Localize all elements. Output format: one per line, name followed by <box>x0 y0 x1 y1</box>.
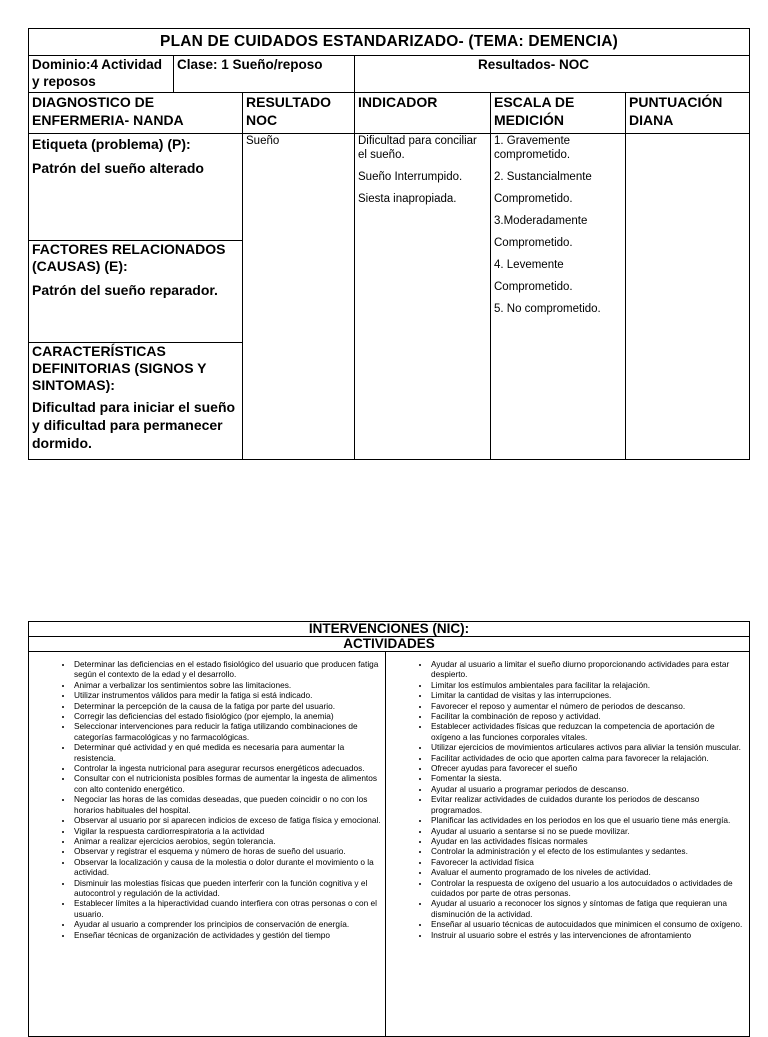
activity-item: • Utilizar ejercicios de movimientos articulares activos para aliviar la tensión muscular. <box>430 742 745 752</box>
activity-item: • Enseñar al usuario técnicas de autocuidados que minimicen el consumo de oxígeno. <box>430 919 745 929</box>
activity-item: • Instruir al usuario sobre el estrés y las intervenciones de afrontamiento <box>430 930 745 940</box>
diagnostico-header: DIAGNOSTICO DE ENFERMERIA- NANDA <box>29 93 243 134</box>
nic-table <box>28 621 750 1037</box>
activity-item: • Controlar la respuesta de oxígeno del usuario a los autocuidados o actividades de cuidados por parte de otras personas. <box>430 878 745 899</box>
activity-item: • Establecer límites a la hiperactividad cuando interfiera con otras personas o con el usuario. <box>73 898 381 919</box>
diagnostico-cell <box>29 134 243 460</box>
activity-item: • Limitar los estímulos ambientales para facilitar la relajación. <box>430 680 745 690</box>
etiqueta-label: Etiqueta (problema) (P): <box>32 136 191 152</box>
activity-item: • Facilitar la combinación de reposo y actividad. <box>430 711 745 721</box>
nic-subtitle: ACTIVIDADES <box>29 637 750 652</box>
escala-item: Comprometido. <box>494 193 573 205</box>
activity-item: • Consultar con el nutricionista posibles formas de aumentar la ingesta de alimentos con alto contenido energético. <box>73 773 381 794</box>
activity-item: • Ayudar en las actividades físicas normales <box>430 836 745 846</box>
activity-item: • Favorecer el reposo y aumentar el número de periodos de descanso. <box>430 701 745 711</box>
indicador-item: Dificultad para conciliar el sueño. <box>358 135 477 161</box>
activity-item: • Enseñar técnicas de organización de actividades y gestión del tiempo <box>73 930 381 940</box>
activity-item: • Animar a verbalizar los sentimientos sobre las limitaciones. <box>73 680 381 690</box>
activity-item: • Ayudar al usuario a reconocer los signos y síntomas de fatiga que requieran una disminución de la actividad. <box>430 898 745 919</box>
factores-block <box>29 241 242 343</box>
factores-label: FACTORES RELACIONADOS (CAUSAS) (E): <box>32 241 226 274</box>
activity-item: • Corregir las deficiencias del estado fisiológico (por ejemplo, la anemia) <box>73 711 381 721</box>
activity-item: • Avaluar el aumento programado de los niveles de actividad. <box>430 867 745 877</box>
activity-item: • Ayudar al usuario a programar periodos de descanso. <box>430 784 745 794</box>
indicador-item: Siesta inapropiada. <box>358 193 457 205</box>
activity-item: • Observar la localización y causa de la molestia o dolor durante el movimiento o la actividad. <box>73 857 381 878</box>
activity-item: • Negociar las horas de las comidas deseadas, que pueden coincidir o no con los horarios habituales del hospital. <box>73 794 381 815</box>
resultado-header: RESULTADO NOC <box>243 93 355 134</box>
activity-item: • Disminuir las molestias físicas que pueden interferir con la función cognitiva y el autocontrol y regulación de la actividad. <box>73 878 381 899</box>
escala-item: Comprometido. <box>494 237 573 249</box>
activities-right-list <box>390 659 745 940</box>
escala-item: 1. Gravemente comprometido. <box>494 135 571 161</box>
caracteristicas-block <box>29 343 242 459</box>
puntuacion-header: PUNTUACIÓN DIANA <box>626 93 750 134</box>
nic-title: INTERVENCIONES (NIC): <box>29 622 750 637</box>
escala-item: 4. Levemente <box>494 259 564 271</box>
plan-title: PLAN DE CUIDADOS ESTANDARIZADO- (TEMA: DEMENCIA) <box>29 29 750 56</box>
care-plan-table <box>28 28 750 460</box>
factores-value: Patrón del sueño reparador. <box>32 282 218 298</box>
indicador-cell <box>355 134 491 460</box>
activity-item: • Limitar la cantidad de visitas y las interrupciones. <box>430 690 745 700</box>
activity-item: • Determinar la percepción de la causa de la fatiga por parte del usuario. <box>73 701 381 711</box>
activity-item: • Determinar las deficiencias en el estado fisiológico del usuario que producen fatiga según el contexto de la edad y el desarrollo. <box>73 659 381 680</box>
escala-header: ESCALA DE MEDICIÓN <box>491 93 626 134</box>
activity-item: • Ayudar al usuario a comprender los principios de conservación de energía. <box>73 919 381 929</box>
etiqueta-value: Patrón del sueño alterado <box>32 160 204 176</box>
activities-left-list <box>33 659 381 940</box>
resultado-noc-cell: Sueño <box>243 134 355 460</box>
activity-item: • Observar al usuario por si aparecen indicios de exceso de fatiga física y emocional. <box>73 815 381 825</box>
escala-item: 2. Sustancialmente <box>494 171 592 183</box>
escala-item: 3.Moderadamente <box>494 215 588 227</box>
escala-item: 5. No comprometido. <box>494 303 601 315</box>
escala-cell <box>491 134 626 460</box>
activity-item: • Animar a realizar ejercicios aerobios, según tolerancia. <box>73 836 381 846</box>
activity-item: • Vigilar la respuesta cardiorrespiratoria a la actividad <box>73 826 381 836</box>
activity-item: • Controlar la administración y el efecto de los estimulantes y sedantes. <box>430 846 745 856</box>
activity-item: • Ayudar al usuario a sentarse si no se puede movilizar. <box>430 826 745 836</box>
activity-item: • Evitar realizar actividades de cuidados durante los periodos de descanso programados. <box>430 794 745 815</box>
activity-item: • Ayudar al usuario a limitar el sueño diurno proporcionando actividades para estar despierto. <box>430 659 745 680</box>
etiqueta-block <box>29 136 242 241</box>
caracteristicas-value: Dificultad para iniciar el sueño y dificultad para permanecer dormido. <box>32 399 236 451</box>
escala-item: Comprometido. <box>494 281 573 293</box>
indicador-header: INDICADOR <box>355 93 491 134</box>
dominio-cell: Dominio:4 Actividad y reposos <box>29 56 174 93</box>
activity-item: • Planificar las actividades en los periodos en los que el usuario tiene más energía. <box>430 815 745 825</box>
activity-item: • Controlar la ingesta nutricional para asegurar recursos energéticos adecuados. <box>73 763 381 773</box>
activity-item: • Ofrecer ayudas para favorecer el sueño <box>430 763 745 773</box>
puntuacion-cell <box>626 134 750 460</box>
activity-item: • Fomentar la siesta. <box>430 773 745 783</box>
activities-right-column <box>386 652 750 1037</box>
activity-item: • Utilizar instrumentos válidos para medir la fatiga si está indicado. <box>73 690 381 700</box>
clase-cell: Clase: 1 Sueño/reposo <box>174 56 355 93</box>
activity-item: • Facilitar actividades de ocio que aporten calma para favorecer la relajación. <box>430 753 745 763</box>
resultados-noc-header: Resultados- NOC <box>355 56 750 93</box>
activity-item: • Determinar qué actividad y en qué medida es necesaria para aumentar la resistencia. <box>73 742 381 763</box>
activity-item: • Observar y registrar el esquema y número de horas de sueño del usuario. <box>73 846 381 856</box>
activity-item: • Favorecer la actividad física <box>430 857 745 867</box>
caracteristicas-label: CARACTERÍSTICAS DEFINITORIAS (SIGNOS Y SINTOMAS): <box>32 343 207 393</box>
indicador-item: Sueño Interrumpido. <box>358 171 463 183</box>
activity-item: • Seleccionar intervenciones para reducir la fatiga utilizando combinaciones de categorías farmacológicas y no farmacológicas. <box>73 721 381 742</box>
activity-item: • Establecer actividades físicas que reduzcan la competencia de aportación de oxígeno a las funciones corporales vitales. <box>430 721 745 742</box>
activities-left-column <box>29 652 386 1037</box>
